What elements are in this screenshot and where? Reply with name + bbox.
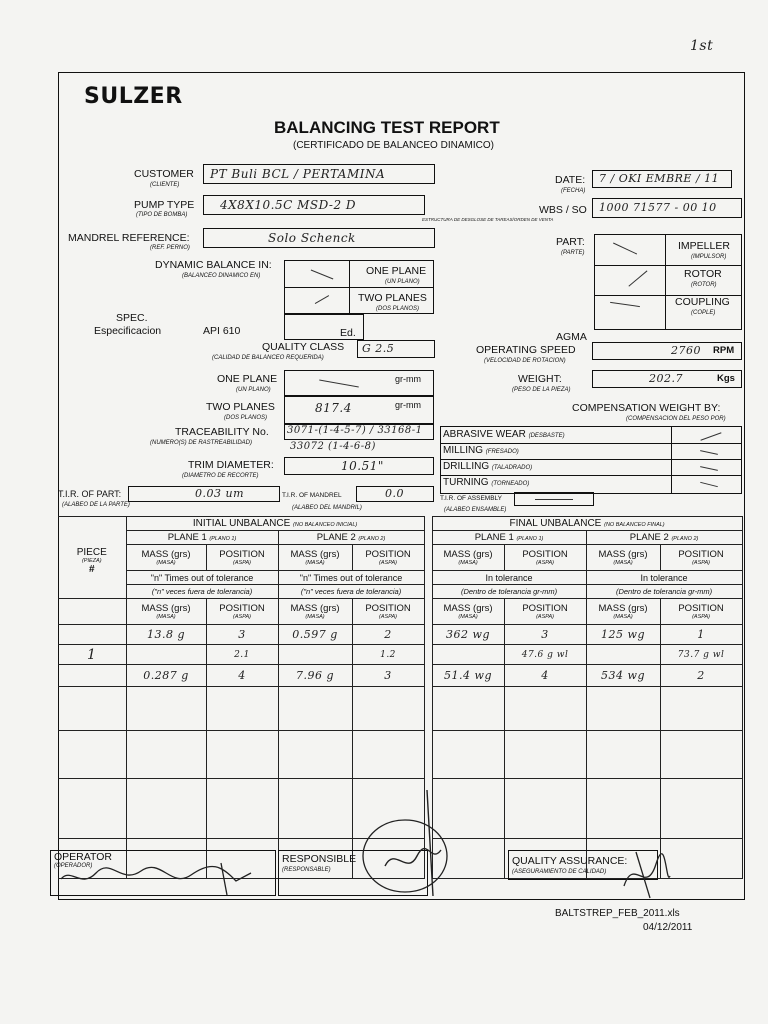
weight-unit: Kgs xyxy=(717,373,735,384)
cell[interactable]: 534 wg xyxy=(586,665,660,687)
initial-plane2-header: PLANE 2 (PLANO 2) xyxy=(278,531,424,545)
operator-signature xyxy=(51,859,275,897)
cell[interactable] xyxy=(660,779,742,839)
pump-type-label: PUMP TYPE xyxy=(134,199,195,211)
cell[interactable]: 4 xyxy=(504,665,586,687)
date-field[interactable] xyxy=(592,170,732,188)
cell[interactable]: 13.8 g xyxy=(126,625,206,645)
mass-header: MASS (grs) (MASA) xyxy=(432,545,504,571)
one-plane-grmm-unit: gr-mm xyxy=(395,374,421,384)
cell[interactable] xyxy=(278,645,352,665)
two-planes-grmm-unit: gr-mm xyxy=(395,400,421,410)
cell[interactable] xyxy=(58,731,126,779)
piece-hash: # xyxy=(88,564,95,575)
date-sub: (FECHA) xyxy=(561,188,586,194)
corner-mark: 1st xyxy=(690,38,714,54)
milling-label: MILLING (FRESADO) xyxy=(443,445,519,456)
traceability-value-1: 3071-(1-4-5-7) / 33168-1 xyxy=(287,425,423,436)
abrasive-wear-label: ABRASIVE WEAR (DESBASTE) xyxy=(443,429,565,440)
wbs-field[interactable] xyxy=(592,198,742,218)
cell[interactable]: 3 xyxy=(206,625,278,645)
final-plane1-header: PLANE 1 (PLANO 1) xyxy=(432,531,586,545)
operator-box[interactable] xyxy=(50,850,276,896)
one-plane-grmm-label: ONE PLANE xyxy=(217,373,278,385)
row-piece[interactable] xyxy=(58,665,126,687)
piece-label: PIECE xyxy=(76,547,107,558)
spec-value: API 610 xyxy=(203,325,241,337)
cell[interactable] xyxy=(126,779,206,839)
piece-cell xyxy=(58,599,126,625)
trim-diameter-label: TRIM DIAMETER: xyxy=(188,459,274,471)
report-subtitle: (CERTIFICADO DE BALANCEO DINAMICO) xyxy=(293,140,494,151)
in-tolerance-label: In tolerance xyxy=(586,571,742,585)
operating-speed-unit: RPM xyxy=(713,345,735,356)
trim-diameter-value: 10.51" xyxy=(341,459,384,473)
cell[interactable]: 3 xyxy=(504,625,586,645)
cell[interactable]: 4 xyxy=(206,665,278,687)
tir-part-field[interactable] xyxy=(128,486,280,502)
customer-value: PT Buli BCL / PERTAMINA xyxy=(210,167,386,181)
table-row xyxy=(58,665,742,687)
times-out-sub: ("n" veces fuera de tolerancia) xyxy=(278,585,424,599)
final-plane2-header: PLANE 2 (PLANO 2) xyxy=(586,531,742,545)
cell[interactable]: 0.597 g xyxy=(278,625,352,645)
mass-header: MASS (grs) (MASA) xyxy=(278,545,352,571)
position-header: POSITION (ASPA) xyxy=(352,599,424,625)
piece-header xyxy=(58,517,126,599)
impeller-label: IMPELLER xyxy=(678,240,730,252)
customer-label: CUSTOMER xyxy=(134,168,194,180)
one-plane-label: ONE PLANE xyxy=(366,265,427,277)
mass-header: MASS (grs) (MASA) xyxy=(278,599,352,625)
mass-header: MASS (grs) (MASA) xyxy=(586,545,660,571)
cell[interactable] xyxy=(278,731,352,779)
compensation-label: COMPENSATION WEIGHT BY: xyxy=(572,402,721,414)
mandrel-sub: (REF. PERNO) xyxy=(150,245,190,251)
tir-mandrel-value: 0.0 xyxy=(385,487,404,500)
cell[interactable]: 1 xyxy=(660,625,742,645)
two-planes-grmm-label: TWO PLANES xyxy=(206,401,275,413)
cell[interactable] xyxy=(352,687,424,731)
cell[interactable] xyxy=(206,687,278,731)
cell[interactable]: 3 xyxy=(352,665,424,687)
cell[interactable]: 51.4 wg xyxy=(432,665,504,687)
initial-unbalance-header: INITIAL UNBALANCE (NO BALANCEO INICIAL) xyxy=(126,517,424,531)
cell[interactable]: 362 wg xyxy=(432,625,504,645)
footer-date: 04/12/2011 xyxy=(643,922,693,933)
pump-type-value: 4X8X10.5C MSD-2 D xyxy=(220,198,357,212)
operating-speed-field[interactable] xyxy=(592,342,742,360)
cell[interactable] xyxy=(58,779,126,839)
in-tolerance-label: In tolerance xyxy=(432,571,586,585)
traceability-value-2: 33072 (1-4-6-8) xyxy=(290,441,376,452)
cell[interactable]: 47.6 g wl xyxy=(504,645,586,665)
table-row xyxy=(58,645,742,665)
cell[interactable] xyxy=(660,731,742,779)
quality-class-sub: (CALIDAD DE BALANCEO REQUERIDA) xyxy=(212,355,324,361)
compensation-sub: (COMPENSACION DEL PESO POR) xyxy=(626,416,726,422)
tir-mandrel-label: T.I.R. OF MANDREL xyxy=(282,492,342,499)
operating-speed-sub: (VELOCIDAD DE ROTACION) xyxy=(484,358,566,364)
qa-label: QUALITY ASSURANCE: xyxy=(512,855,628,867)
spec-label: SPEC. xyxy=(116,312,148,324)
times-out-label: "n" Times out of tolerance xyxy=(278,571,424,585)
two-planes-grmm-value: 817.4 xyxy=(315,401,352,415)
weight-label: WEIGHT: xyxy=(518,373,562,385)
mass-header: MASS (grs) (MASA) xyxy=(126,599,206,625)
tir-assembly-label: T.I.R. OF ASSEMBLY xyxy=(440,495,503,502)
tir-part-label: T.I.R. OF PART: xyxy=(58,489,122,499)
qa-sub: (ASEGURAMIENTO DE CALIDAD) xyxy=(512,869,607,875)
customer-field[interactable] xyxy=(203,164,435,184)
company-logo: SULZER xyxy=(84,84,183,109)
cell[interactable] xyxy=(660,839,742,879)
coupling-label: COUPLING xyxy=(675,296,730,308)
traceability-sub: (NUMERO(S) DE RASTREABILIDAD) xyxy=(150,440,253,446)
traceability-field[interactable] xyxy=(284,424,434,440)
operator-sub: (OPERADOR) xyxy=(54,863,93,869)
cell[interactable] xyxy=(432,731,504,779)
piece-sub: (PIEZA) xyxy=(81,558,102,564)
tir-mandrel-field[interactable] xyxy=(356,486,434,502)
cell[interactable] xyxy=(586,687,660,731)
mass-header: MASS (grs) (MASA) xyxy=(126,545,206,571)
two-planes-sub: (DOS PLANOS) xyxy=(376,306,420,312)
agma-label: AGMA xyxy=(556,331,587,343)
report-title: BALANCING TEST REPORT xyxy=(274,118,500,137)
quality-class-field[interactable] xyxy=(357,340,435,358)
dynamic-balance-sub: (BALANCEO DINAMICO EN) xyxy=(182,273,261,279)
tir-assembly-sub: (ALABEO ENSAMBLE) xyxy=(444,507,507,513)
two-planes-grmm-field[interactable] xyxy=(284,396,434,424)
quality-class-value: G 2.5 xyxy=(362,342,395,355)
cell[interactable]: 7.96 g xyxy=(278,665,352,687)
in-tolerance-sub: (Dentro de tolerancia gr-mm) xyxy=(432,585,586,599)
spec-sub: Especificacion xyxy=(94,325,162,337)
final-unbalance-header: FINAL UNBALANCE (NO BALANCEO FINAL) xyxy=(432,517,742,531)
cell[interactable] xyxy=(126,731,206,779)
trim-diameter-sub: (DIAMETRO DE RECORTE) xyxy=(182,473,259,479)
operating-speed-label: OPERATING SPEED xyxy=(476,344,576,356)
wbs-sub: ESTRUCTURA DE DESGLOSE DE TAREAS/ORDEN DE VENTA xyxy=(422,217,554,222)
cell[interactable] xyxy=(278,687,352,731)
cell[interactable] xyxy=(504,687,586,731)
cell[interactable] xyxy=(504,731,586,779)
impeller-sub: (IMPULSOR) xyxy=(691,254,727,260)
table-row xyxy=(58,731,742,779)
cell[interactable] xyxy=(58,687,126,731)
drilling-label: DRILLING (TALADRADO) xyxy=(443,461,533,472)
spec-ed-label: Ed. xyxy=(340,327,356,339)
customer-sub: (CLIENTE) xyxy=(150,182,180,188)
table-row xyxy=(58,687,742,731)
position-header: POSITION (ASPA) xyxy=(504,599,586,625)
position-header: POSITION (ASPA) xyxy=(206,599,278,625)
in-tolerance-sub: (Dentro de tolerancia gr-mm) xyxy=(586,585,742,599)
responsible-sub: (RESPONSABLE) xyxy=(282,867,331,873)
operator-label: OPERATOR xyxy=(54,851,112,863)
coupling-sub: (COPLE) xyxy=(691,310,716,316)
cell[interactable] xyxy=(206,779,278,839)
table-row xyxy=(58,625,742,645)
traceability-label: TRACEABILITY No. xyxy=(175,426,269,438)
dynamic-balance-label: DYNAMIC BALANCE IN: xyxy=(155,259,272,271)
part-label: PART: xyxy=(556,236,585,248)
tir-mandrel-sub: (ALABEO DEL MANDRIL) xyxy=(292,505,362,511)
turning-label: TURNING (TORNEADO) xyxy=(443,477,530,488)
cell[interactable] xyxy=(586,731,660,779)
position-header: POSITION (ASPA) xyxy=(660,599,742,625)
cell[interactable]: 125 wg xyxy=(586,625,660,645)
weight-value: 202.7 xyxy=(649,372,683,385)
cell[interactable]: 0.287 g xyxy=(126,665,206,687)
responsible-label: RESPONSIBLE xyxy=(282,853,357,865)
tir-part-sub: (ALABEO DE LA PARTE) xyxy=(62,502,130,508)
rotor-sub: (ROTOR) xyxy=(691,282,717,288)
responsible-signature xyxy=(355,786,465,902)
tir-assembly-field[interactable] xyxy=(514,492,594,506)
cell[interactable] xyxy=(432,687,504,731)
cell[interactable]: 1.2 xyxy=(352,645,424,665)
cell[interactable] xyxy=(126,645,206,665)
mandrel-value: Solo Schenck xyxy=(268,231,356,245)
two-planes-grmm-sub: (DOS PLANOS) xyxy=(224,415,268,421)
position-header: POSITION (ASPA) xyxy=(504,545,586,571)
times-out-sub: ("n" veces fuera de tolerancia) xyxy=(126,585,278,599)
position-header: POSITION (ASPA) xyxy=(352,545,424,571)
quality-class-label: QUALITY CLASS xyxy=(262,341,345,353)
pump-type-field[interactable] xyxy=(203,195,425,215)
weight-sub: (PESO DE LA PIEZA) xyxy=(512,387,571,393)
footer-file: BALTSTREP_FEB_2011.xls xyxy=(555,908,680,919)
cell[interactable]: 2 xyxy=(352,625,424,645)
cell[interactable] xyxy=(660,687,742,731)
cell[interactable] xyxy=(352,731,424,779)
mandrel-field[interactable] xyxy=(203,228,435,248)
position-header: POSITION (ASPA) xyxy=(660,545,742,571)
wbs-value: 1000 71577 - 00 10 xyxy=(599,201,717,214)
cell[interactable] xyxy=(586,645,660,665)
trim-diameter-field[interactable] xyxy=(284,457,434,475)
cell[interactable] xyxy=(126,687,206,731)
cell[interactable] xyxy=(432,645,504,665)
cell[interactable] xyxy=(278,779,352,839)
mandrel-label: MANDREL REFERENCE: xyxy=(68,232,190,244)
one-plane-sub: (UN PLANO) xyxy=(385,279,420,285)
two-planes-label: TWO PLANES xyxy=(358,292,427,304)
cell[interactable] xyxy=(504,779,586,839)
one-plane-grmm-dash xyxy=(319,380,359,388)
part-sub: (PARTE) xyxy=(561,250,585,256)
pump-type-sub: (TIPO DE BOMBA) xyxy=(136,212,188,218)
cell[interactable]: 73.7 g wl xyxy=(660,645,742,665)
weight-field[interactable] xyxy=(592,370,742,388)
row-piece[interactable] xyxy=(58,625,126,645)
tir-assembly-dash xyxy=(535,499,573,500)
tir-part-value: 0.03 um xyxy=(195,487,245,500)
cell[interactable]: 2 xyxy=(660,665,742,687)
mass-header: MASS (grs) (MASA) xyxy=(432,599,504,625)
cell[interactable] xyxy=(206,731,278,779)
date-label: DATE: xyxy=(555,174,586,186)
rotor-label: ROTOR xyxy=(684,268,722,280)
times-out-label: "n" Times out of tolerance xyxy=(126,571,278,585)
row-piece[interactable]: 1 xyxy=(58,645,126,665)
operating-speed-value: 2760 xyxy=(671,344,701,357)
wbs-label: WBS / SO xyxy=(539,204,587,216)
qa-signature xyxy=(616,846,672,902)
initial-plane1-header: PLANE 1 (PLANO 1) xyxy=(126,531,278,545)
one-plane-grmm-sub: (UN PLANO) xyxy=(236,387,271,393)
one-plane-grmm-field[interactable] xyxy=(284,370,434,396)
cell[interactable]: 2.1 xyxy=(206,645,278,665)
date-value: 7 / OKI EMBRE / 11 xyxy=(599,172,720,185)
cell[interactable] xyxy=(586,779,660,839)
mass-header: MASS (grs) (MASA) xyxy=(586,599,660,625)
position-header: POSITION (ASPA) xyxy=(206,545,278,571)
